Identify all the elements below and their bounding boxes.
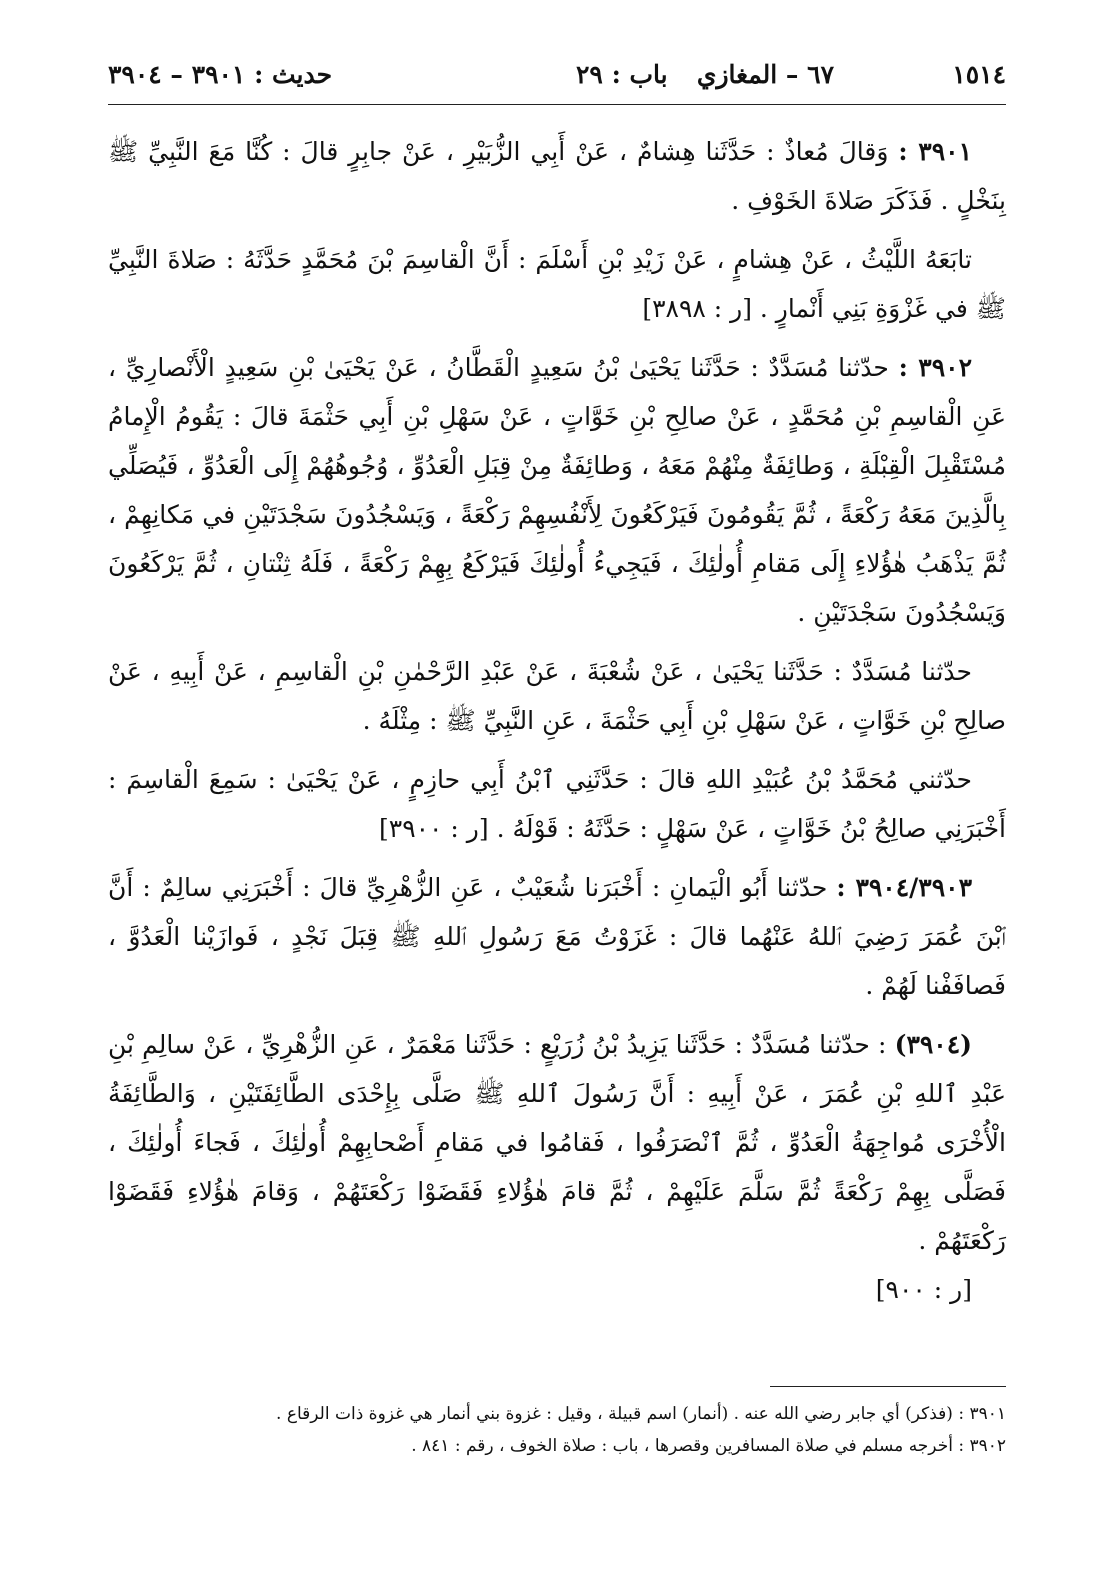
- hadith-text: حدّثنا مُسَدَّدٌ : حَدَّثَنا يَحْيَىٰ ، عَنْ شُعْبَةَ ، عَنْ عَبْدِ الرَّحْمٰنِ بْنِ الْقاسِمِ ، عَنْ أَبِيهِ ، عَنْ صالِحِ بْنِ خَوَّاتٍ ، عَنْ سَهْلِ بْنِ أَبِي حَثْمَةَ ، عَنِ النَّبِيِّ ﷺ : مِثْلَهُ .: [108, 657, 1006, 735]
- header-divider: [108, 104, 1006, 105]
- cross-reference: [ر : ٩٠٠]: [875, 1275, 972, 1304]
- hadith-text: : حدّثنا مُسَدَّدٌ : حَدَّثَنا يَزِيدُ بْنُ زُرَيْعٍ : حَدَّثَنا مَعْمَرٌ ، عَنِ الزُّهْرِيِّ ، عَنْ سالِمِ بْنِ عَبْدِ ٱللهِ بْنِ عُمَرَ ، عَنْ أَبِيهِ : أَنَّ رَسُولَ ٱللهِ ﷺ صَلَّى بِإِحْدَى الطَّائِفَتَيْنِ ، وَالطَّائِفَةُ الْأُخْرَى مُواجِهَةُ الْعَدُوِّ ، ثُمَّ ٱنْصَرَفُوا ، فَقامُوا في مَقامِ أَصْحابِهِمْ أُولٰئِكَ ، فَجاءَ أُولٰئِكَ ، فَصَلَّى بِهِمْ رَكْعَةً ثُمَّ سَلَّمَ عَلَيْهِمْ ، ثُمَّ قامَ هٰؤُلاءِ فَقَضَوْا رَكْعَتَهُمْ ، وَقامَ هٰؤُلاءِ فَقَضَوْا رَكْعَتَهُمْ .: [108, 1030, 1006, 1255]
- hadith-number: (٣٩٠٤): [894, 1030, 972, 1059]
- hadith-number: ٣٩٠٢ :: [898, 353, 973, 382]
- footnotes: [108, 1398, 1006, 1462]
- chapter-title: ٦٧ – المغازي: [696, 60, 834, 89]
- footnote: ٣٩٠١ : (فذكر) أي جابر رضي الله عنه . (أنمار) اسم قبيلة ، وقيل : غزوة بني أنمار هي غزوة ذات الرقاع .: [276, 1404, 1006, 1424]
- hadith-number: ٣٩٠١ :: [898, 137, 972, 166]
- hadith-paragraph: [108, 127, 1006, 225]
- footnote-divider: [770, 1386, 1006, 1387]
- hadith-paragraph: [108, 755, 1006, 853]
- hadith-text: حدّثني مُحَمَّدُ بْنُ عُبَيْدِ اللهِ قالَ : حَدَّثَنِي ٱبْنُ أَبِي حازِمٍ ، عَنْ يَحْيَىٰ : سَمِعَ الْقاسِمَ : أَخْبَرَنِي صالِحُ بْنُ خَوَّاتٍ ، عَنْ سَهْلٍ : حَدَّثَهُ : قَوْلَهُ . [ر : ٣٩٠٠]: [108, 765, 1006, 843]
- page-number: ١٥١٤: [952, 60, 1006, 89]
- hadith-text: حدّثنا مُسَدَّدٌ : حَدَّثَنا يَحْيَىٰ بْنُ سَعِيدٍ الْقَطَّانُ ، عَنْ يَحْيَىٰ بْنِ سَعِيدٍ الْأَنْصارِيِّ ، عَنِ الْقاسِمِ بْنِ مُحَمَّدٍ ، عَنْ صالِحِ بْنِ خَوَّاتٍ ، عَنْ سَهْلِ بْنِ أَبِي حَثْمَةَ قالَ : يَقُومُ الْإِمامُ مُسْتَقْبِلَ الْقِبْلَةِ ، وَطائِفَةٌ مِنْهُمْ مَعَهُ ، وَطائِفَةٌ مِنْ قِبَلِ الْعَدُوِّ ، وُجُوهُهُمْ إِلَى الْعَدُوِّ ، فَيُصَلِّي بِالَّذِينَ مَعَهُ رَكْعَةً ، ثُمَّ يَقُومُونَ فَيَرْكَعُونَ لِأَنْفُسِهِمْ رَكْعَةً ، وَيَسْجُدُونَ سَجْدَتَيْنِ في مَكانِهِمْ ، ثُمَّ يَذْهَبُ هٰؤُلاءِ إِلَى مَقامِ أُولٰئِكَ ، فَيَجِيءُ أُولٰئِكَ فَيَرْكَعُ بِهِمْ رَكْعَةً ، فَلَهُ ثِنْتانِ ، ثُمَّ يَرْكَعُونَ وَيَسْجُدُونَ سَجْدَتَيْنِ .: [108, 353, 1006, 627]
- hadith-paragraph: [108, 1020, 1006, 1314]
- hadith-paragraph: [108, 863, 1006, 1010]
- hadith-text: تابَعَهُ اللَّيْثُ ، عَنْ هِشامٍ ، عَنْ زَيْدِ بْنِ أَسْلَمَ : أَنَّ الْقاسِمَ بْنَ مُحَمَّدٍ حَدَّثَهُ : صَلاةَ النَّبِيِّ ﷺ في غَزْوَةِ بَنِي أَنْمارٍ . [ر : ٣٨٩٨]: [108, 245, 1006, 323]
- hadith-text: وَقالَ مُعاذٌ : حَدَّثَنا هِشامٌ ، عَنْ أَبِي الزُّبَيْرِ ، عَنْ جابِرٍ قالَ : كُنَّا مَعَ النَّبِيِّ ﷺ بِنَخْلٍ . فَذَكَرَ صَلاةَ الخَوْفِ .: [108, 137, 1006, 215]
- running-header: [108, 50, 1006, 96]
- hadith-text: حدّثنا أَبُو الْيَمانِ : أَخْبَرَنا شُعَيْبٌ ، عَنِ الزُّهْرِيِّ قالَ : أَخْبَرَنِي سالِمٌ : أَنَّ ٱبْنَ عُمَرَ رَضِيَ ٱللهُ عَنْهُما قالَ : غَزَوْتُ مَعَ رَسُولِ ٱللهِ ﷺ قِبَلَ نَجْدٍ ، فَوازَيْنا الْعَدُوَّ ، فَصافَفْنا لَهُمْ .: [108, 873, 1006, 1000]
- hadith-number: ٣٩٠٤/٣٩٠٣ :: [836, 873, 972, 902]
- footnote: ٣٩٠٢ : أخرجه مسلم في صلاة المسافرين وقصرها ، باب : صلاة الخوف ، رقم : ٨٤١ .: [411, 1436, 1006, 1456]
- hadith-range: حديث : ٣٩٠١ – ٣٩٠٤: [108, 60, 333, 89]
- main-text: [108, 127, 1006, 1324]
- hadith-paragraph: [108, 343, 1006, 637]
- hadith-paragraph: [108, 235, 1006, 333]
- bab-number: باب : ٢٩: [576, 60, 668, 89]
- hadith-paragraph: [108, 647, 1006, 745]
